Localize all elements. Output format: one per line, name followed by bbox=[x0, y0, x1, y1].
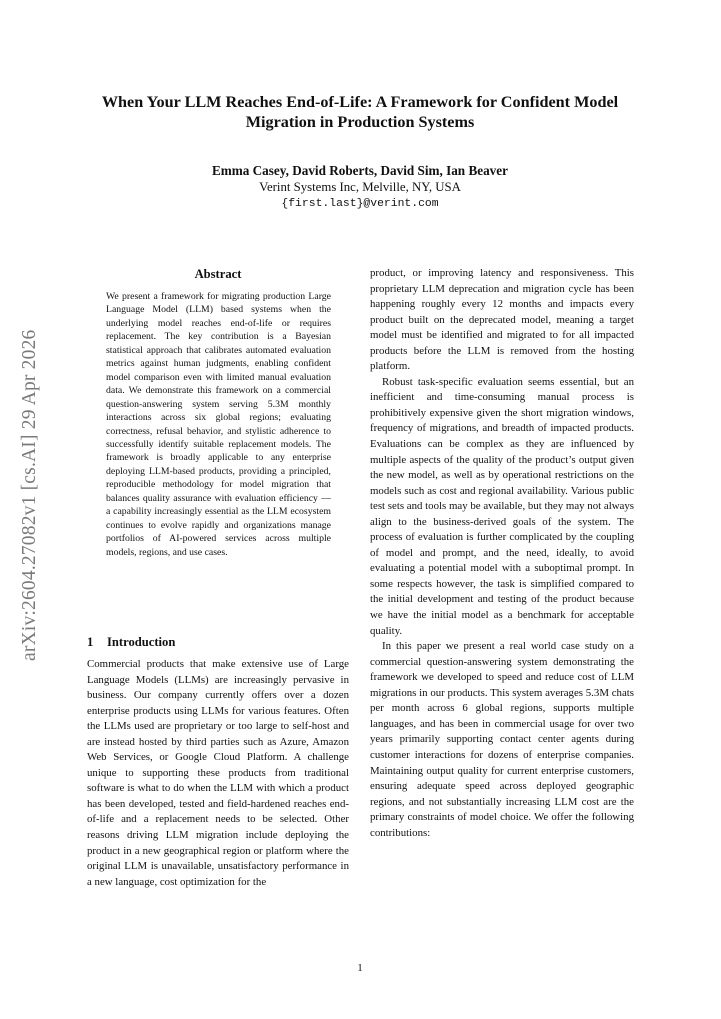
section-number: 1 bbox=[87, 635, 94, 649]
section-heading-introduction bbox=[87, 634, 349, 650]
right-column bbox=[370, 266, 634, 841]
intro-paragraph-1-continued: product, or improving latency and responsiveness. This proprietary LLM deprecation and migration cycle has been happening roughly every 12 months and impacts every product built on the deprecated model, meaning a target model must be identified and migrated to for all impacted products before the LLM is removed from the hosting platform. bbox=[370, 267, 634, 373]
section-title: Introduction bbox=[107, 635, 176, 649]
paper-affiliation: Verint Systems Inc, Melville, NY, USA bbox=[259, 180, 461, 194]
intro-paragraph-2: Robust task-specific evaluation seems essential, but an inefficient and time-consuming manual process is prohibitively expensive given the short migration windows, frequency of migrations, and breadth of impacted products. Evaluations can be complex as they are influenced by multiple aspects of the quality of the product’s output given the new model, as well as by operational restrictions on the models such as cost and regional availability. Various public test sets and tools may be available, but they may not always align to the business-derived goals of the system. The process of evaluation is further complicated by the coupling of model and prompt, and the need, ideally, to avoid evaluating a potential model with a suboptimal prompt. In some respects however, the task is simplified compared to the initial development and testing of the product because we have the initial model as a benchmark for acceptable quality. bbox=[370, 375, 634, 637]
paper-authors: Emma Casey, David Roberts, David Sim, Ian Beaver bbox=[212, 163, 508, 178]
arxiv-stamp: arXiv:2604.27082v1 [cs.AI] 29 Apr 2026 bbox=[19, 329, 40, 661]
page-number: 1 bbox=[357, 962, 363, 974]
paper-email: {first.last}@verint.com bbox=[281, 198, 439, 210]
paper-title: When Your LLM Reaches End-of-Life: A Framework for Confident Model Migration in Production Systems bbox=[101, 93, 619, 131]
left-column bbox=[87, 657, 349, 890]
intro-paragraph-3: In this paper we present a real world case study on a commercial question-answering system demonstrating the framework we developed to speed and reduce cost of LLM migrations in our products. This system averages 5.3M chats per month across 6 global regions, supports multiple languages, and has been in commercial usage for over two years primarily supporting contact center agents during customer interactions for dozens of enterprise companies. Maintaining output quality for current enterprise customers, ensuring adequate speed across deployed geographic regions, and not substantially increasing LLM cost are the primary constraints of model choice. We offer the following contributions: bbox=[370, 640, 634, 839]
abstract-text: We present a framework for migrating production Large Language Model (LLM) based systems when the underlying model reaches end-of-life or requires replacement. The key contribution is a Bayesian statistical approach that calibrates automated evaluation metrics against human judgments, enabling confident model comparison even with limited manual evaluation data. We demonstrate this framework on a commercial question-answering system serving 5.3M monthly interactions across six global regions; evaluating correctness, refusal behavior, and stylistic adherence to successfully identify suitable replacement models. The framework is broadly applicable to any enterprise deploying LLM-based products, providing a principled, reproducible methodology for model migration that balances quality assurance with evaluation efficiency — a capability increasingly essential as the LLM ecosystem continues to evolve rapidly and organizations manage portfolios of AI-powered services across multiple models, regions, and use cases. bbox=[106, 291, 331, 558]
intro-paragraph-1: Commercial products that make extensive use of Large Language Models (LLMs) are increasingly pervasive in business. Our company currently offers over a dozen enterprise products using LLMs for various features. Often the LLMs used are proprietary or too large to self-host and are instead hosted by third parties such as Azure, Amazon Web Services, or Google Cloud Platform. A challenge unique to supporting these products from traditional software is what to do when the LLM with which a product has been developed, tested and field-hardened reaches end-of-life and a replacement needs to be selected. Other reasons driving LLM migration include deploying the product in a new geographical region or platform where the original LLM is unavailable, unsatisfactory performance in a new language, cost optimization for the bbox=[87, 658, 349, 888]
abstract-heading: Abstract bbox=[194, 267, 242, 281]
